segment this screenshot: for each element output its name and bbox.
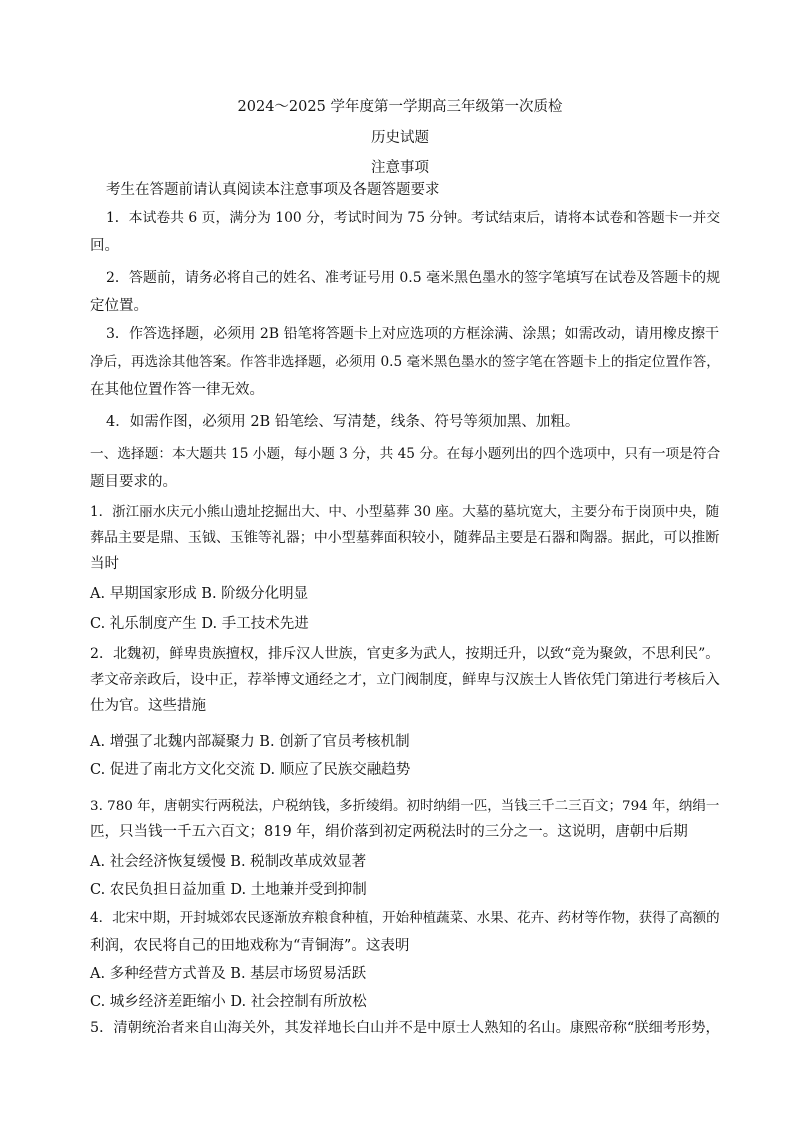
notice-title: 注意事项 [371, 160, 429, 176]
question-4-stem: 4．北宋中期，开封城郊农民逐渐放弃粮食种植，开始种植蔬菜、水果、花卉、药材等作物，获得了高额的 [90, 910, 720, 926]
question-2-stem-cont1: 孝文帝亲政后，设中正，荐举博文通经之才，立门阀制度，鲜卑与汉族士人皆依凭门第进行考核后入 [90, 672, 720, 688]
question-5-stem: 5．清朝统治者来自山海关外，其发祥地长白山并不是中原士人熟知的名山。康熙帝称“朕细考形势， [90, 1020, 720, 1036]
question-1-stem: 1．浙江丽水庆元小熊山遗址挖掘出大、中、小型墓葬 30 座。大墓的墓坑宽大，主要分布于岗顶中央，随 [90, 504, 720, 520]
notice-item-1: 1．本试卷共 6 页，满分为 100 分，考试时间为 75 分钟。考试结束后，请将本试卷和答题卡一并交 [106, 210, 721, 226]
subject-title: 历史试题 [371, 130, 429, 146]
notice-item-2: 2．答题前，请务必将自己的姓名、准考证号用 0.5 毫米黑色墨水的签字笔填写在试卷及答题卡的规 [106, 270, 721, 286]
question-1-stem-cont2: 当时 [90, 556, 119, 572]
question-4-options-ab: A. 多种经营方式普及 B. 基层市场贸易活跃 [90, 966, 367, 982]
notice-item-1-cont: 回。 [90, 238, 119, 254]
section-heading: 一、选择题：本大题共 15 小题，每小题 3 分，共 45 分。在每小题列出的四个选项中，只有一项是符合 [90, 446, 721, 462]
section-heading-cont: 题目要求的。 [90, 474, 177, 490]
notice-intro: 考生在答题前请认真阅读本注意事项及各题答题要求 [106, 182, 440, 198]
question-3-options-cd: C. 农民负担日益加重 D. 土地兼并受到抑制 [90, 882, 367, 898]
notice-item-3-cont2: 在其他位置作答一律无效。 [90, 382, 264, 398]
question-2-stem-cont2: 仕为官。这些措施 [90, 698, 206, 714]
question-4-options-cd: C. 城乡经济差距缩小 D. 社会控制有所放松 [90, 994, 367, 1010]
notice-item-2-cont: 定位置。 [90, 298, 148, 314]
notice-item-3-cont1: 净后，再选涂其他答案。作答非选择题，必须用 0.5 毫米黑色墨水的签字笔在答题卡上的指定位置作答， [90, 354, 720, 370]
question-4-stem-cont1: 利润，农民将自己的田地戏称为“青铜海”。这表明 [90, 938, 410, 954]
question-1-options-ab: A. 早期国家形成 B. 阶级分化明显 [90, 586, 309, 602]
question-2-options-ab: A. 增强了北魏内部凝聚力 B. 创新了官员考核机制 [90, 734, 410, 750]
question-1-options-cd: C. 礼乐制度产生 D. 手工技术先进 [90, 616, 309, 632]
question-3-stem-cont1: 匹，只当钱一千五六百文；819 年，绢价落到初定两税法时的三分之一。这说明，唐朝中后期 [90, 824, 688, 840]
question-1-stem-cont1: 葬品主要是鼎、玉钺、玉锥等礼器；中小型墓葬面积较小，随葬品主要是石器和陶器。据此，可以推断 [90, 530, 720, 546]
question-3-options-ab: A. 社会经济恢复缓慢 B. 税制改革成效显著 [90, 854, 367, 870]
question-2-stem: 2．北魏初，鲜卑贵族擅权，排斥汉人世族，官吏多为武人，按期迁升，以致“竞为聚敛，不思利民”。 [90, 646, 720, 662]
question-3-stem: 3. 780 年，唐朝实行两税法，户税纳钱，多折绫绢。初时纳绢一匹，当钱三千二三百文；794 年，纳绢一 [90, 798, 720, 814]
question-2-options-cd: C. 促进了南北方文化交流 D. 顺应了民族交融趋势 [90, 762, 411, 778]
notice-item-3: 3．作答选择题，必须用 2B 铅笔将答题卡上对应选项的方框涂满、涂黑；如需改动，请用橡皮擦干 [106, 326, 720, 342]
notice-item-4: 4．如需作图，必须用 2B 铅笔绘、写清楚，线条、符号等须加黑、加粗。 [106, 414, 580, 430]
exam-title: 2024～2025 学年度第一学期高三年级第一次质检 [237, 99, 563, 115]
